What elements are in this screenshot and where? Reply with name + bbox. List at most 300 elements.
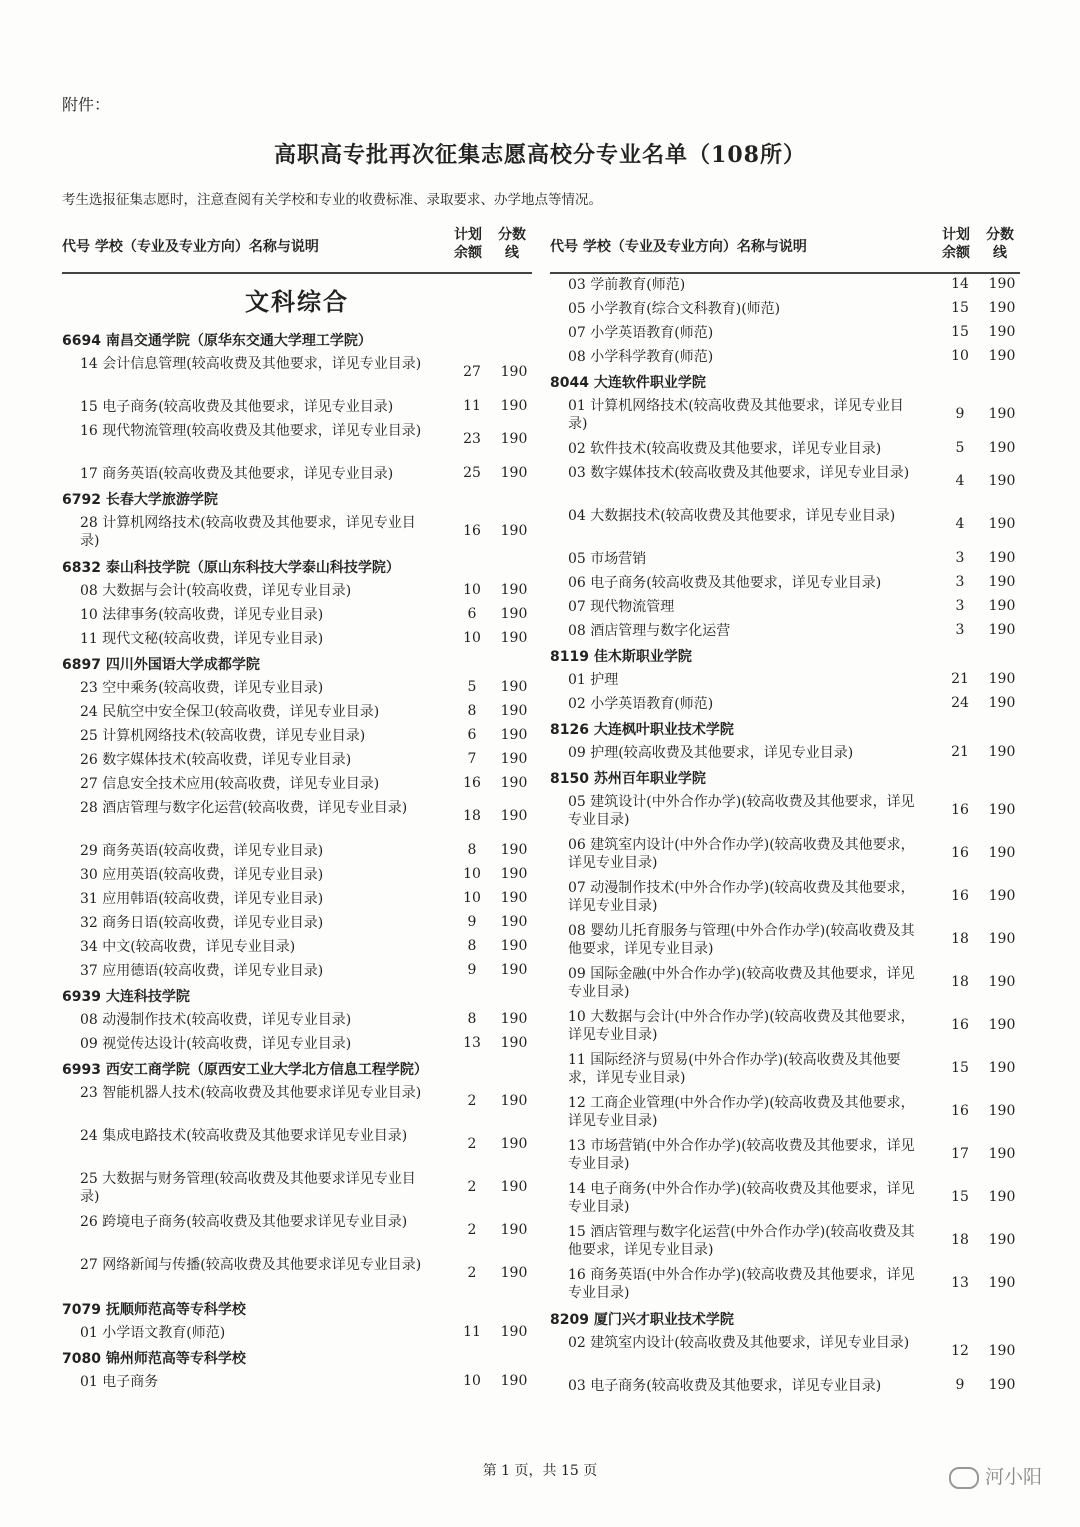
header-code-name: 代号 学校（专业及专业方向）名称与说明 [62,239,319,255]
school-name: 大连枫叶职业技术学院 [588,722,734,738]
major-code: 16 [568,1267,591,1283]
major-code: 26 [80,1214,103,1230]
score-line: 190 [988,1377,1016,1393]
major-title: 商务英语(中外合作办学)(较高收费及其他要求，详见专业目录) [568,1267,915,1301]
plan-remaining: 9 [467,962,477,978]
major-title: 商务日语(较高收费，详见专业目录) [102,915,324,931]
score-line: 190 [988,300,1016,316]
major-name [80,1084,430,1102]
school-code: 6897 [62,657,101,673]
score-line: 190 [500,1093,528,1109]
major-name [568,836,918,872]
major-name [568,348,918,366]
major-title: 现代文秘(较高收费，详见专业目录) [102,631,324,647]
major-code: 07 [568,599,591,615]
school-row [62,330,542,350]
score-line: 190 [988,406,1016,422]
score-line: 190 [500,727,528,743]
score-line: 190 [500,808,528,824]
major-name [80,1170,430,1206]
school-code: 7080 [62,1351,101,1367]
major-code: 24 [80,704,103,720]
plan-remaining: 15 [951,300,969,316]
major-code: 02 [568,696,591,712]
major-title: 建筑室内设计(中外合作办学)(较高收费及其他要求，详见专业目录) [568,837,915,871]
major-code: 07 [568,880,591,896]
major-name [80,1035,430,1053]
major-name [80,914,430,932]
major-code: 31 [80,891,103,907]
header-score: 分数 线 [986,227,1014,261]
score-line: 190 [500,1324,528,1340]
major-name [568,1266,918,1302]
plan-remaining: 3 [955,598,965,614]
school-code: 8209 [550,1312,589,1328]
score-line: 190 [988,276,1016,292]
score-line: 190 [988,598,1016,614]
score-line: 190 [500,364,528,380]
major-title: 软件技术(较高收费及其他要求，详见专业目录) [590,441,882,457]
major-title: 视觉传达设计(较高收费，详见专业目录) [102,1036,352,1052]
left-column-header [62,222,532,268]
score-line: 190 [500,1222,528,1238]
score-line: 190 [500,1373,528,1389]
school-row [550,372,1030,392]
major-title: 商务英语(较高收费及其他要求，详见专业目录) [102,466,394,482]
score-line: 190 [988,1189,1016,1205]
score-line: 190 [988,888,1016,904]
major-title: 集成电路技术(较高收费及其他要求详见专业目录) [102,1128,408,1144]
watermark-text: 河小阳 [984,1466,1042,1488]
major-title: 大数据与会计(较高收费，详见专业目录) [102,583,352,599]
plan-remaining: 16 [951,802,969,818]
attachment-label: 附件： [62,95,111,114]
major-code: 14 [80,356,103,372]
plan-remaining: 6 [467,606,477,622]
major-name [568,550,918,568]
major-title: 国际经济与贸易(中外合作办学)(较高收费及其他要求，详见专业目录) [568,1052,901,1086]
plan-remaining: 15 [951,324,969,340]
score-line: 190 [500,465,528,481]
major-name [80,1127,430,1145]
school-name: 四川外国语大学成都学院 [100,657,260,673]
school-name: 泰山科技学院（原山东科技大学泰山科技学院） [100,560,400,576]
major-code: 08 [80,583,103,599]
major-code: 05 [568,794,591,810]
major-code: 06 [568,575,591,591]
major-code: 11 [80,631,103,647]
score-line: 190 [500,630,528,646]
plan-remaining: 5 [955,440,965,456]
major-title: 民航空中安全保卫(较高收费，详见专业目录) [102,704,380,720]
plan-remaining: 18 [951,931,969,947]
major-code: 05 [568,301,591,317]
score-line: 190 [988,1017,1016,1033]
major-title: 空中乘务(较高收费，详见专业目录) [102,680,324,696]
score-line: 190 [500,1011,528,1027]
score-line: 190 [988,440,1016,456]
major-name [568,464,918,482]
plan-remaining: 16 [463,523,481,539]
major-name [80,1011,430,1029]
major-title: 计算机网络技术(较高收费，详见专业目录) [102,728,366,744]
major-title: 应用英语(较高收费，详见专业目录) [102,867,324,883]
major-name [80,1324,430,1342]
major-code: 17 [80,466,103,482]
plan-remaining: 13 [463,1035,481,1051]
score-line: 190 [988,550,1016,566]
major-title: 小学科学教育(师范) [590,349,714,365]
school-name: 锦州师范高等专科学校 [100,1351,246,1367]
major-code: 13 [568,1138,591,1154]
major-code: 03 [568,277,591,293]
major-code: 01 [80,1374,103,1390]
plan-remaining: 8 [467,842,477,858]
major-title: 会计信息管理(较高收费及其他要求，详见专业目录) [102,356,422,372]
score-line: 190 [500,1136,528,1152]
major-name [80,398,430,416]
plan-remaining: 17 [951,1146,969,1162]
plan-remaining: 21 [951,744,969,760]
score-line: 190 [988,1275,1016,1291]
major-title: 现代物流管理 [590,599,675,615]
major-title: 学前教育(师范) [590,277,686,293]
plan-remaining: 8 [467,1011,477,1027]
major-code: 16 [80,423,103,439]
school-name: 长春大学旅游学院 [100,492,218,508]
major-title: 电子商务(中外合作办学)(较高收费及其他要求，详见专业目录) [568,1181,915,1215]
school-name: 佳木斯职业学院 [588,649,692,665]
major-code: 01 [568,398,591,414]
score-line: 190 [988,695,1016,711]
major-title: 法律事务(较高收费，详见专业目录) [102,607,324,623]
major-name [80,866,430,884]
school-row [62,986,542,1006]
major-code: 02 [568,441,591,457]
plan-remaining: 16 [951,1017,969,1033]
major-name [80,679,430,697]
score-line: 190 [988,974,1016,990]
major-title: 大数据与财务管理(较高收费及其他要求详见专业目录) [80,1171,416,1205]
school-code: 8044 [550,375,589,391]
score-line: 190 [500,866,528,882]
major-name [568,922,918,958]
major-name [80,1256,430,1274]
school-name: 大连软件职业学院 [588,375,706,391]
major-name [80,606,430,624]
major-name [568,598,918,616]
score-line: 190 [988,622,1016,638]
major-name [80,1213,430,1231]
major-name [80,465,430,483]
major-name [568,1223,918,1259]
plan-remaining: 12 [951,1343,969,1359]
major-code: 25 [80,728,103,744]
major-code: 03 [568,1378,591,1394]
major-code: 09 [80,1036,103,1052]
score-line: 190 [988,516,1016,532]
score-line: 190 [500,606,528,622]
major-title: 市场营销(中外合作办学)(较高收费及其他要求，详见专业目录) [568,1138,915,1172]
notice-text: 考生选报征集志愿时，注意查阅有关学校和专业的收费标准、录取要求、办学地点等情况。 [62,192,602,208]
plan-remaining: 10 [463,582,481,598]
header-code-name: 代号 学校（专业及专业方向）名称与说明 [550,239,807,255]
major-code: 24 [80,1128,103,1144]
major-name [568,440,918,458]
school-row [62,1299,542,1319]
major-name [80,938,430,956]
major-code: 15 [568,1224,591,1240]
major-title: 电子商务 [102,1374,159,1390]
score-line: 190 [500,890,528,906]
major-title: 婴幼儿托育服务与管理(中外合作办学)(较高收费及其他要求，详见专业目录) [568,923,915,957]
major-title: 市场营销 [590,551,647,567]
major-name [568,276,918,294]
score-line: 190 [988,1146,1016,1162]
major-name [568,1051,918,1087]
major-title: 小学英语教育(师范) [590,325,714,341]
major-name [568,1094,918,1130]
major-name [80,703,430,721]
major-name [80,751,430,769]
wechat-icon [949,1467,979,1489]
major-name [80,1373,430,1391]
plan-remaining: 9 [955,1377,965,1393]
score-line: 190 [500,938,528,954]
score-line: 190 [500,914,528,930]
plan-remaining: 11 [463,1324,481,1340]
plan-remaining: 3 [955,622,965,638]
score-line: 190 [500,703,528,719]
major-name [568,300,918,318]
major-title: 小学教育(综合文科教育)(师范) [590,301,781,317]
plan-remaining: 23 [463,431,481,447]
major-code: 23 [80,1085,103,1101]
right-header-rule [550,272,1020,274]
score-line: 190 [500,523,528,539]
major-title: 计算机网络技术(较高收费及其他要求，详见专业目录) [80,515,416,549]
major-name [568,1377,918,1395]
plan-remaining: 2 [467,1265,477,1281]
plan-remaining: 18 [463,808,481,824]
major-code: 26 [80,752,103,768]
school-code: 8150 [550,771,589,787]
plan-remaining: 13 [951,1275,969,1291]
major-title: 酒店管理与数字化运营 [590,623,731,639]
major-title: 中文(较高收费，详见专业目录) [102,939,296,955]
major-name [568,324,918,342]
score-line: 190 [988,802,1016,818]
score-line: 190 [988,1343,1016,1359]
major-code: 03 [568,465,591,481]
score-line: 190 [988,744,1016,760]
score-line: 190 [500,398,528,414]
major-title: 应用韩语(较高收费，详见专业目录) [102,891,324,907]
major-title: 小学语文教育(师范) [102,1325,226,1341]
score-line: 190 [500,431,528,447]
plan-remaining: 2 [467,1179,477,1195]
score-line: 190 [500,679,528,695]
school-row [550,646,1030,666]
major-name [568,397,918,433]
school-code: 6832 [62,560,101,576]
plan-remaining: 9 [467,914,477,930]
score-line: 190 [988,931,1016,947]
score-line: 190 [988,324,1016,340]
plan-remaining: 3 [955,550,965,566]
plan-remaining: 10 [951,348,969,364]
major-code: 29 [80,843,103,859]
header-plan: 计划 余额 [942,227,970,261]
major-name [80,727,430,745]
plan-remaining: 25 [463,465,481,481]
major-code: 01 [568,672,591,688]
major-code: 06 [568,837,591,853]
right-column-header [550,222,1020,268]
major-code: 25 [80,1171,103,1187]
major-code: 28 [80,800,103,816]
plan-remaining: 4 [955,516,965,532]
score-line: 190 [500,1265,528,1281]
major-name [80,842,430,860]
major-name [568,574,918,592]
major-name [568,622,918,640]
major-title: 国际金融(中外合作办学)(较高收费及其他要求，详见专业目录) [568,966,915,1000]
major-title: 电子商务(较高收费及其他要求，详见专业目录) [590,1378,882,1394]
plan-remaining: 2 [467,1222,477,1238]
major-code: 07 [568,325,591,341]
major-title: 护理(较高收费及其他要求，详见专业目录) [590,745,854,761]
major-code: 27 [80,1257,103,1273]
major-name [80,630,430,648]
school-row [62,654,542,674]
school-row [62,489,542,509]
major-name [568,695,918,713]
major-code: 09 [568,966,591,982]
major-code: 37 [80,963,103,979]
right-list [550,276,1030,1426]
major-name [80,799,430,817]
plan-remaining: 16 [951,1103,969,1119]
plan-remaining: 27 [463,364,481,380]
left-list [62,330,542,1420]
major-name [80,582,430,600]
major-name [80,890,430,908]
major-code: 04 [568,508,591,524]
school-row [550,1309,1030,1329]
major-title: 酒店管理与数字化运营(中外合作办学)(较高收费及其他要求，详见专业目录) [568,1224,915,1258]
plan-remaining: 2 [467,1093,477,1109]
major-code: 32 [80,915,103,931]
major-title: 大数据技术(较高收费及其他要求，详见专业目录) [590,508,896,524]
plan-remaining: 10 [463,630,481,646]
major-title: 计算机网络技术(较高收费及其他要求，详见专业目录) [568,398,904,432]
plan-remaining: 16 [951,845,969,861]
plan-remaining: 14 [951,276,969,292]
plan-remaining: 16 [463,775,481,791]
major-title: 酒店管理与数字化运营(较高收费，详见专业目录) [102,800,408,816]
major-name [568,1180,918,1216]
school-code: 8126 [550,722,589,738]
school-name: 抚顺师范高等专科学校 [100,1302,246,1318]
school-name: 大连科技学院 [100,989,190,1005]
major-code: 02 [568,1335,591,1351]
score-line: 190 [988,1103,1016,1119]
plan-remaining: 18 [951,974,969,990]
school-name: 西安工商学院（原西安工业大学北方信息工程学院） [100,1062,428,1078]
section-title: 文科综合 [245,287,349,316]
major-title: 智能机器人技术(较高收费及其他要求详见专业目录) [102,1085,422,1101]
major-name [80,355,430,373]
plan-remaining: 10 [463,866,481,882]
major-name [80,775,430,793]
score-line: 190 [500,582,528,598]
page-footer: 第 1 页，共 15 页 [482,1463,598,1479]
plan-remaining: 15 [951,1189,969,1205]
school-row [550,719,1030,739]
score-line: 190 [500,775,528,791]
major-name [568,744,918,762]
major-title: 大数据与会计(中外合作办学)(较高收费及其他要求，详见专业目录) [568,1009,915,1043]
major-code: 23 [80,680,103,696]
major-code: 10 [80,607,103,623]
school-code: 6939 [62,989,101,1005]
major-title: 工商企业管理(中外合作办学)(较高收费及其他要求，详见专业目录) [568,1095,915,1129]
major-name [80,514,430,550]
score-line: 190 [500,1179,528,1195]
plan-remaining: 9 [955,406,965,422]
score-line: 190 [988,1232,1016,1248]
major-title: 建筑设计(中外合作办学)(较高收费及其他要求，详见专业目录) [568,794,915,828]
major-title: 信息安全技术应用(较高收费，详见专业目录) [102,776,380,792]
major-name [568,1334,918,1352]
major-code: 34 [80,939,103,955]
major-code: 12 [568,1095,591,1111]
major-title: 动漫制作技术(中外合作办学)(较高收费及其他要求，详见专业目录) [568,880,915,914]
school-row [550,768,1030,788]
plan-remaining: 8 [467,703,477,719]
major-title: 建筑室内设计(较高收费及其他要求，详见专业目录) [590,1335,910,1351]
plan-remaining: 24 [951,695,969,711]
score-line: 190 [988,348,1016,364]
school-name: 南昌交通学院（原华东交通大学理工学院） [100,333,372,349]
major-name [568,1137,918,1173]
plan-remaining: 11 [463,398,481,414]
school-code: 8119 [550,649,589,665]
plan-remaining: 10 [463,890,481,906]
major-code: 28 [80,515,103,531]
major-code: 05 [568,551,591,567]
score-line: 190 [988,1060,1016,1076]
school-code: 6993 [62,1062,101,1078]
major-code: 27 [80,776,103,792]
plan-remaining: 18 [951,1232,969,1248]
plan-remaining: 6 [467,727,477,743]
score-line: 190 [500,1035,528,1051]
major-code: 08 [568,923,591,939]
major-title: 数字媒体技术(较高收费及其他要求，详见专业目录) [590,465,910,481]
header-plan: 计划 余额 [454,227,482,261]
school-row [62,557,542,577]
school-row [62,1348,542,1368]
major-name [568,793,918,829]
score-line: 190 [500,962,528,978]
major-code: 01 [80,1325,103,1341]
major-title: 现代物流管理(较高收费及其他要求，详见专业目录) [102,423,422,439]
major-code: 08 [80,1012,103,1028]
school-row [62,1059,542,1079]
major-name [568,879,918,915]
